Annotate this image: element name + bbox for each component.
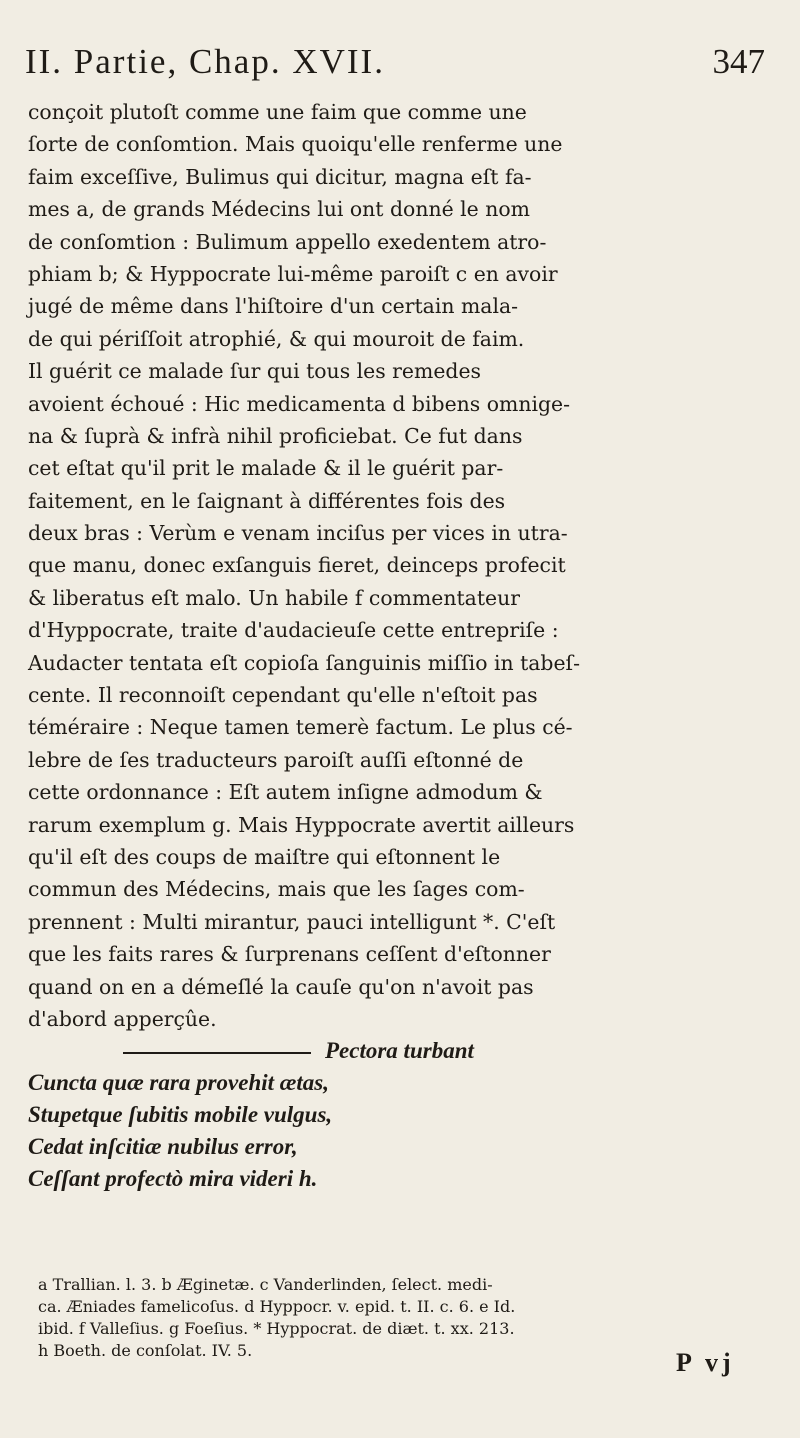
text-line: faitement, en le ſaignant à différentes fois des xyxy=(28,488,506,513)
footnote-line: h Boeth. de conſolat. IV. 5. xyxy=(38,1341,253,1360)
text-line: & liberatus eſt malo. Un habile f commentateur xyxy=(28,585,520,610)
footnote-line: ca. Æniades famelicoſus. d Hyppocr. v. epid. t. II. c. 6. e Id. xyxy=(38,1297,516,1316)
footnotes xyxy=(38,1274,778,1362)
running-title: II. Partie, Chap. XVII. xyxy=(25,42,385,81)
verse-line: Stupetque ſubitis mobile vulgus, xyxy=(28,1102,333,1128)
text-line: conçoit plutoſt comme une faim que comme une xyxy=(28,100,527,124)
verse-text: Pectora turbant xyxy=(325,1038,474,1064)
running-header xyxy=(25,42,775,92)
text-line: Audacter tentata eſt copioſa ſanguinis miſſio in tabeſ- xyxy=(28,650,580,675)
text-line: quand on en a démeſlé la cauſe qu'on n'avoit pas xyxy=(28,974,534,999)
text-line: cette ordonnance : Eſt autem inſigne admodum & xyxy=(28,780,543,805)
verse-rule xyxy=(123,1052,311,1054)
text-line: prennent : Multi mirantur, pauci intelligunt *. C'eſt xyxy=(28,909,556,934)
verse-line: Ceſſant profectò mira videri h. xyxy=(28,1166,318,1192)
text-line: cet eſtat qu'il prit le malade & il le guérit par- xyxy=(28,456,504,481)
text-line: phiam b; & Hyppocrate lui-même paroiſt c en avoir xyxy=(28,261,558,286)
text-line: lebre de ſes traducteurs paroiſt auſſi eſtonné de xyxy=(28,747,524,772)
text-line: commun des Médecins, mais que les ſages com- xyxy=(28,877,525,902)
text-line: que manu, donec exſanguis fieret, deinceps profecit xyxy=(28,553,566,578)
verse-line: Cedat inſcitiæ nubilus error, xyxy=(28,1134,298,1160)
text-line: que les faits rares & ſurprenans ceſſent d'eſtonner xyxy=(28,942,551,967)
text-line: avoient échoué : Hic medicamenta d bibens omnige- xyxy=(28,391,570,416)
text-line: ſorte de conſomtion. Mais quoiqu'elle renferme une xyxy=(28,132,563,157)
text-line: deux bras : Verùm e venam inciſus per vices in utra- xyxy=(28,521,568,546)
text-line: faim exceſſive, Bulimus qui dicitur, magna eſt fa- xyxy=(28,164,532,189)
text-line: rarum exemplum g. Mais Hyppocrate avertit ailleurs xyxy=(28,812,575,837)
text-line: téméraire : Neque tamen temerè factum. Le plus cé- xyxy=(28,715,573,740)
text-line: qu'il eſt des coups de maiſtre qui eſtonnent le xyxy=(28,844,501,869)
page-number: 347 xyxy=(712,42,765,81)
text-line: na & ſuprà & infrà nihil proficiebat. Ce fut dans xyxy=(28,423,523,448)
text-line: cente. Il reconnoiſt cependant qu'elle n'eſtoit pas xyxy=(28,683,538,708)
text-line: de qui périſſoit atrophié, & qui mouroit de faim. xyxy=(28,326,525,351)
text-line: jugé de même dans l'hiſtoire d'un certain mala- xyxy=(28,294,519,319)
footnote-line: ibid. f Valleſius. g Foeſius. * Hyppocrat. de diæt. t. xx. 213. xyxy=(38,1319,515,1338)
footnote-line: a Trallian. l. 3. b Æginetæ. c Vanderlinden, ſelect. medi- xyxy=(38,1275,493,1294)
verse-line: Cuncta quæ rara provehit ætas, xyxy=(28,1070,329,1096)
text-line: mes a, de grands Médecins lui ont donné le nom xyxy=(28,197,530,222)
text-line: de conſomtion : Bulimum appello exedentem atro- xyxy=(28,229,547,254)
text-line: Il guérit ce malade ſur qui tous les remedes xyxy=(28,359,481,384)
text-line: d'abord apperçûe. xyxy=(28,1006,217,1031)
main-text xyxy=(28,96,758,1195)
signature-mark: P vj xyxy=(676,1348,735,1377)
verse-line xyxy=(28,1035,758,1067)
text-line: d'Hyppocrate, traite d'audacieuſe cette entrepriſe : xyxy=(28,618,559,643)
